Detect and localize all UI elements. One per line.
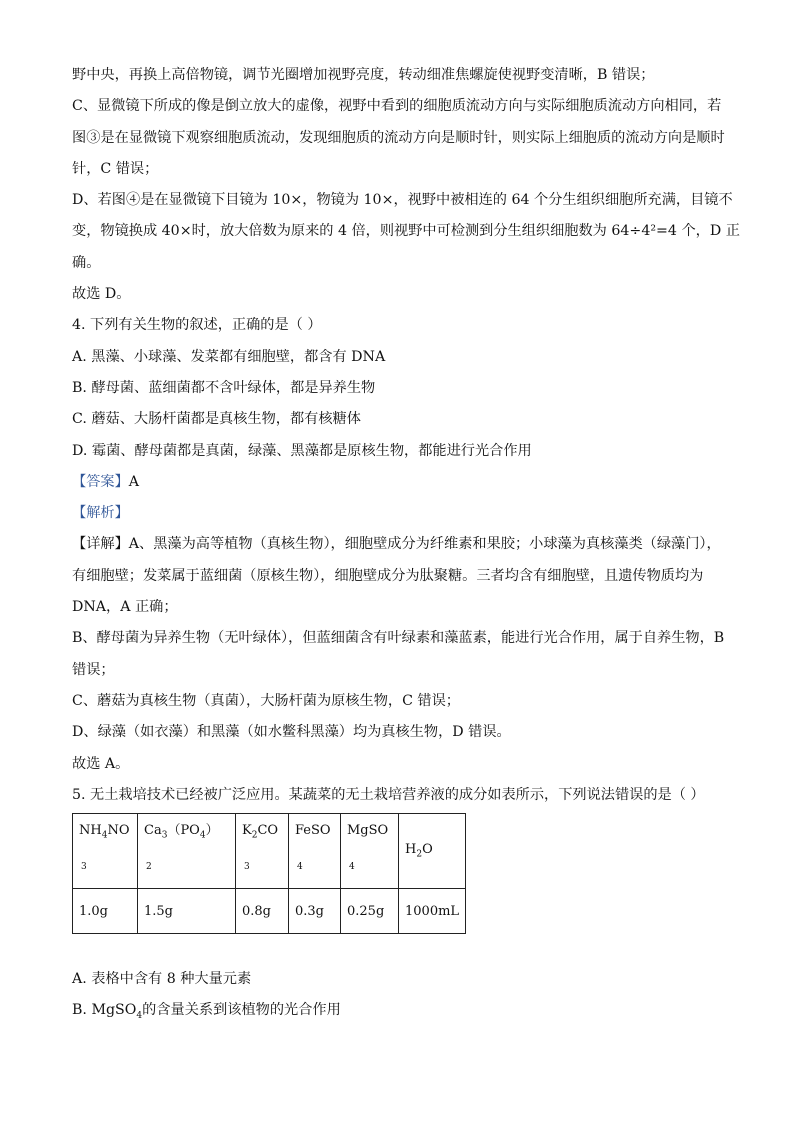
question-4-option-d: D. 霉菌、酵母菌都是真菌，绿藻、黑藻都是原核生物，都能进行光合作用: [72, 442, 532, 459]
table-cell: 1.5g: [138, 889, 236, 934]
question-4-option-c: C. 蘑菇、大肠杆菌都是真核生物，都有核糖体: [72, 411, 361, 428]
text-line: 确。: [72, 254, 101, 271]
detail-line: 错误；: [72, 661, 115, 678]
question-5-stem: 5. 无土栽培技术已经被广泛应用。某蔬菜的无土栽培营养液的成分如表所示，下列说法错误的是（ ）: [72, 786, 705, 803]
table-cell: 0.25g: [341, 889, 399, 934]
table-header-cell: $K_2CO$ 3: [236, 814, 289, 889]
detail-line: C、蘑菇为真核生物（真菌），大肠杆菌为原核生物，C 错误；: [72, 692, 460, 709]
answer-label: 【答案】: [72, 473, 129, 490]
question-4-option-a: A. 黑藻、小球藻、发菜都有细胞壁，都含有 DNA: [72, 348, 386, 365]
detail-line: 故选 A。: [72, 755, 130, 772]
table-header-cell: $H_2O$: [399, 814, 466, 889]
answer-value: A: [128, 473, 140, 490]
question-5-option-a: A. 表格中含有 8 种大量元素: [72, 971, 252, 988]
question-4-stem: 4. 下列有关生物的叙述，正确的是（ ）: [72, 317, 322, 334]
table-cell: 1000mL: [399, 889, 466, 934]
table-row: [73, 889, 466, 934]
detail-line: D、绿藻（如衣藻）和黑藻（如水鳖科黑藻）均为真核生物，D 错误。: [72, 724, 511, 741]
text-line: C、显微镜下所成的像是倒立放大的虚像，视野中看到的细胞质流动方向与实际细胞质流动方向相同，若: [72, 98, 722, 115]
analysis-label: 【解析】: [72, 505, 129, 522]
text-line: 野中央，再换上高倍物镜，调节光圈增加视野亮度，转动细准焦螺旋使视野变清晰，B 错误；: [72, 67, 655, 83]
text-line: 针，C 错误；: [72, 160, 159, 177]
table-header-row: [73, 814, 466, 889]
detail-text: A、黑藻为高等植物（真核生物），细胞壁成分为纤维素和果胶；小球藻为真核藻类（绿藻门），: [128, 536, 721, 553]
detail-line: [72, 529, 722, 560]
text-line: 故选 D。: [72, 286, 131, 303]
table-cell: 0.3g: [289, 889, 341, 934]
table-header-cell: $NH_4NO$ 3: [73, 814, 138, 889]
nutrient-table: [72, 813, 466, 934]
text-line: 变，物镜换成 40×时，放大倍数为原来的 4 倍，则视野中可检测到分生组织细胞数为 64÷4²=4 个，D 正: [72, 223, 740, 240]
table-header-cell: $Ca_3(PO_4)$ 2: [138, 814, 236, 889]
detail-line: B、酵母菌为异养生物（无叶绿体），但蓝细菌含有叶绿素和藻蓝素，能进行光合作用，属于自养生物，B: [72, 630, 725, 647]
detail-line: 有细胞壁；发菜属于蓝细菌（原核生物），细胞壁成分为肽聚糖。三者均含有细胞壁，且遗传物质均为: [72, 567, 704, 584]
table-cell: 1.0g: [73, 889, 138, 934]
text-line: 图③是在显微镜下观察细胞质流动，发现细胞质的流动方向是顺时针，则实际上细胞质的流动方向是顺时: [72, 129, 725, 146]
detail-line: DNA，A 正确；: [72, 599, 178, 616]
table-header-cell: FeSO 4: [289, 814, 341, 889]
table-cell: 0.8g: [236, 889, 289, 934]
answer-line: [72, 467, 722, 498]
text-line: D、若图④是在显微镜下目镜为 10×，物镜为 10×，视野中被相连的 64 个分生组织细胞所充满，目镜不: [72, 192, 733, 209]
document-page: [72, 60, 740, 1033]
question-5-option-b: B. MgSO$_4$的含量关系到该植物的光合作用: [72, 1002, 341, 1022]
question-4-option-b: B. 酵母菌、蓝细菌都不含叶绿体，都是异养生物: [72, 379, 376, 396]
detail-label: 【详解】: [72, 536, 129, 553]
table-header-cell: MgSO 4: [341, 814, 399, 889]
